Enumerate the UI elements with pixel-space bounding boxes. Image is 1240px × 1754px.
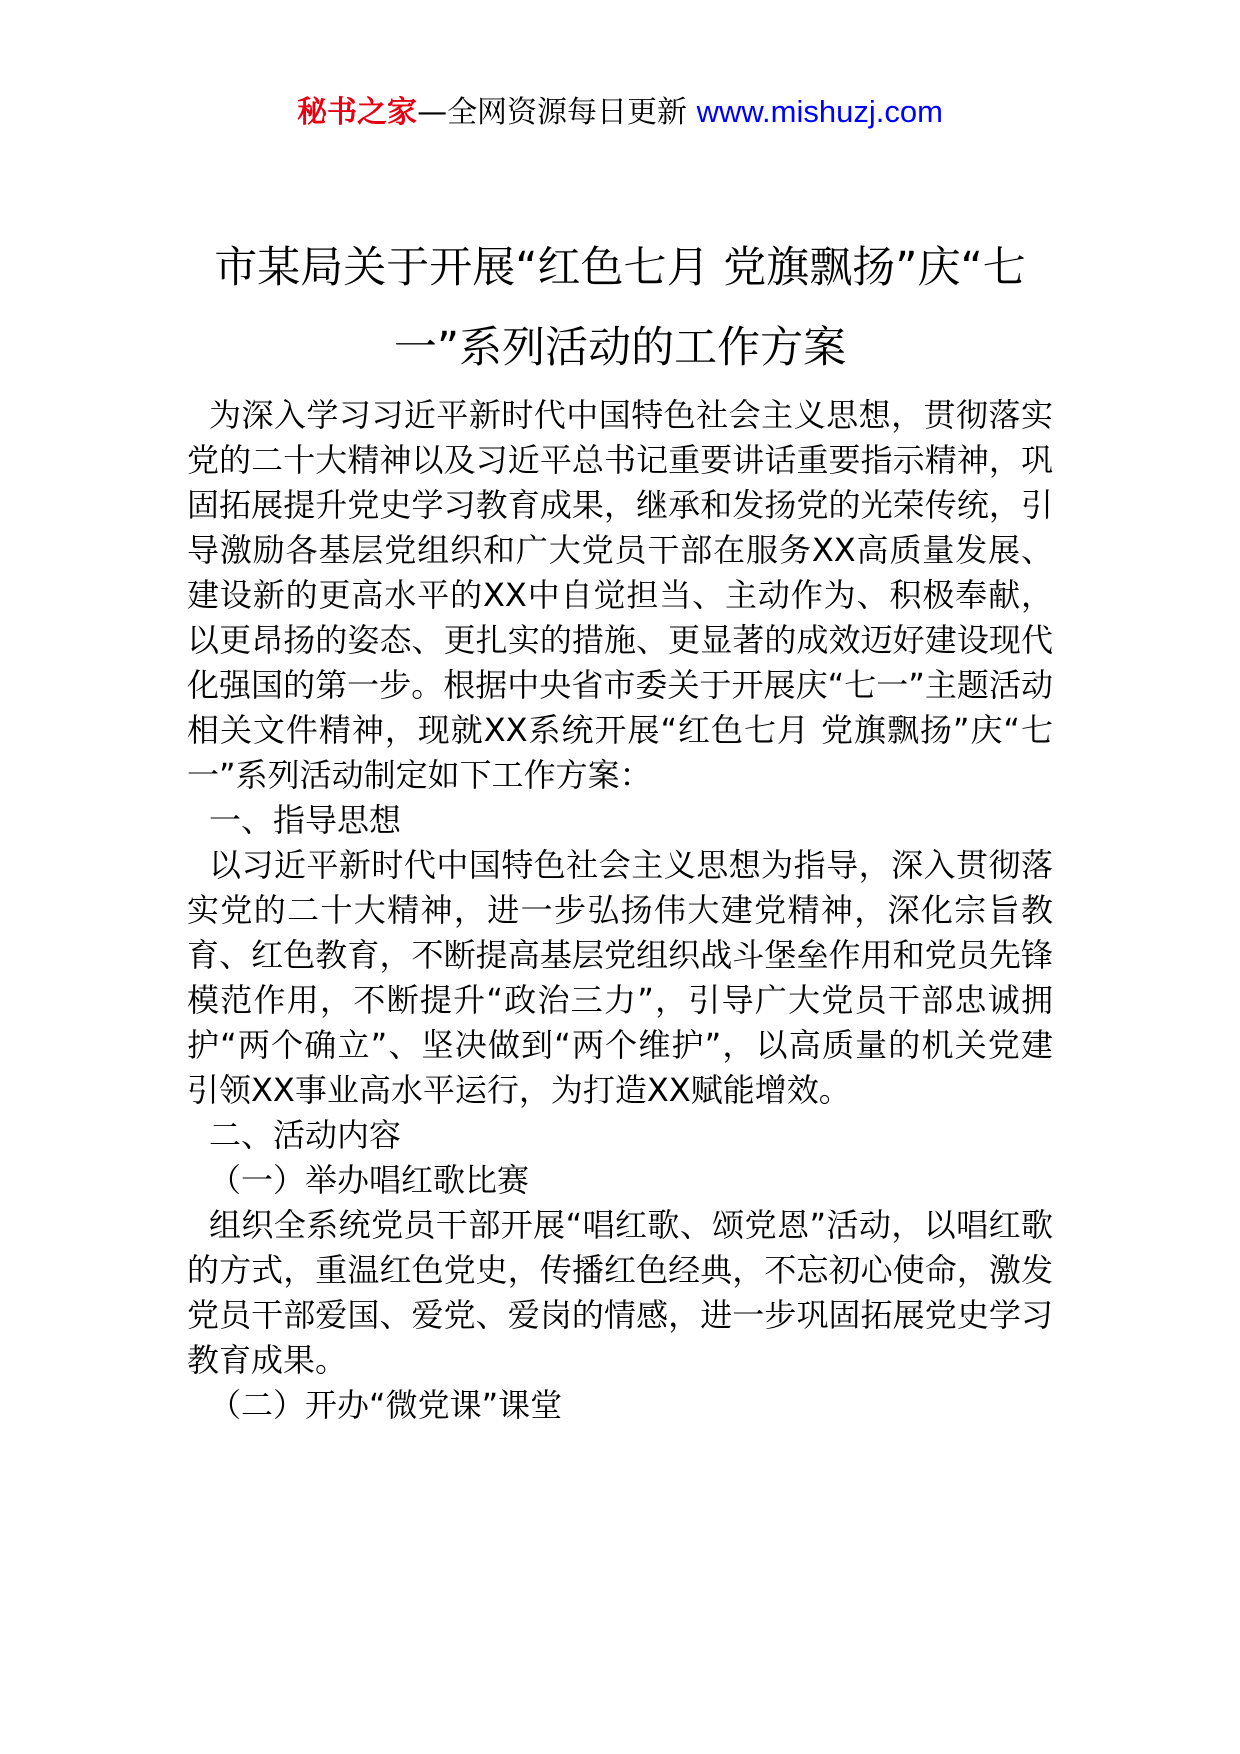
subsection-heading-red-songs: （一）举办唱红歌比赛 bbox=[209, 1161, 530, 1199]
site-slogan: —全网资源每日更新 bbox=[417, 95, 688, 130]
intro-paragraph: 为深入学习习近平新时代中国特色社会主义思想，贯彻落实党的二十大精神以及习近平总书记重要讲话重要指示精神，巩固拓展提升党史学习教育成果，继承和发扬党的光荣传统，引导激励各基层党组织和广大党员干部在服务XX高质量发展、建设新的更高水平的XX中自觉担当、主动作为、积极奉献，以更昂扬的姿态、更扎实的措施、更显著的成效迈好建设现代化强国的第一步。根据中央省市委关于开展庆“七一”主题活动相关文件精神，现就XX系统开展“红色七月 党旗飘扬”庆“七一”系列活动制定如下工作方案： bbox=[187, 396, 1053, 794]
site-header bbox=[0, 92, 1240, 133]
section-heading-guiding-ideology: 一、指导思想 bbox=[209, 801, 402, 839]
subsection-paragraph-red-songs: 组织全系统党员干部开展“唱红歌、颂党恩”活动，以唱红歌的方式，重温红色党史，传播红色经典，不忘初心使命，激发党员干部爱国、爱党、爱岗的情感，进一步巩固拓展党史学习教育成果。 bbox=[187, 1206, 1053, 1379]
document-title bbox=[170, 228, 1070, 388]
section-paragraph-guiding-ideology: 以习近平新时代中国特色社会主义思想为指导，深入贯彻落实党的二十大精神，进一步弘扬伟大建党精神，深化宗旨教育、红色教育，不断提高基层党组织战斗堡垒作用和党员先锋模范作用，不断提升“政治三力”，引导广大党员干部忠诚拥护“两个确立”、坚决做到“两个维护”，以高质量的机关党建引领XX事业高水平运行，为打造XX赋能增效。 bbox=[187, 846, 1053, 1109]
document-body bbox=[187, 393, 1053, 1428]
brand-name: 秘书之家 bbox=[297, 95, 418, 130]
subsection-heading-micro-party-class: （二）开办“微党课”课堂 bbox=[209, 1386, 563, 1424]
site-url-link[interactable]: www.mishuzj.com bbox=[696, 94, 943, 129]
title-line-1: 市某局关于开展“红色七月 党旗飘扬”庆“七 bbox=[214, 243, 1026, 293]
section-heading-activities: 二、活动内容 bbox=[209, 1116, 402, 1154]
title-line-2: 一”系列活动的工作方案 bbox=[393, 323, 847, 373]
